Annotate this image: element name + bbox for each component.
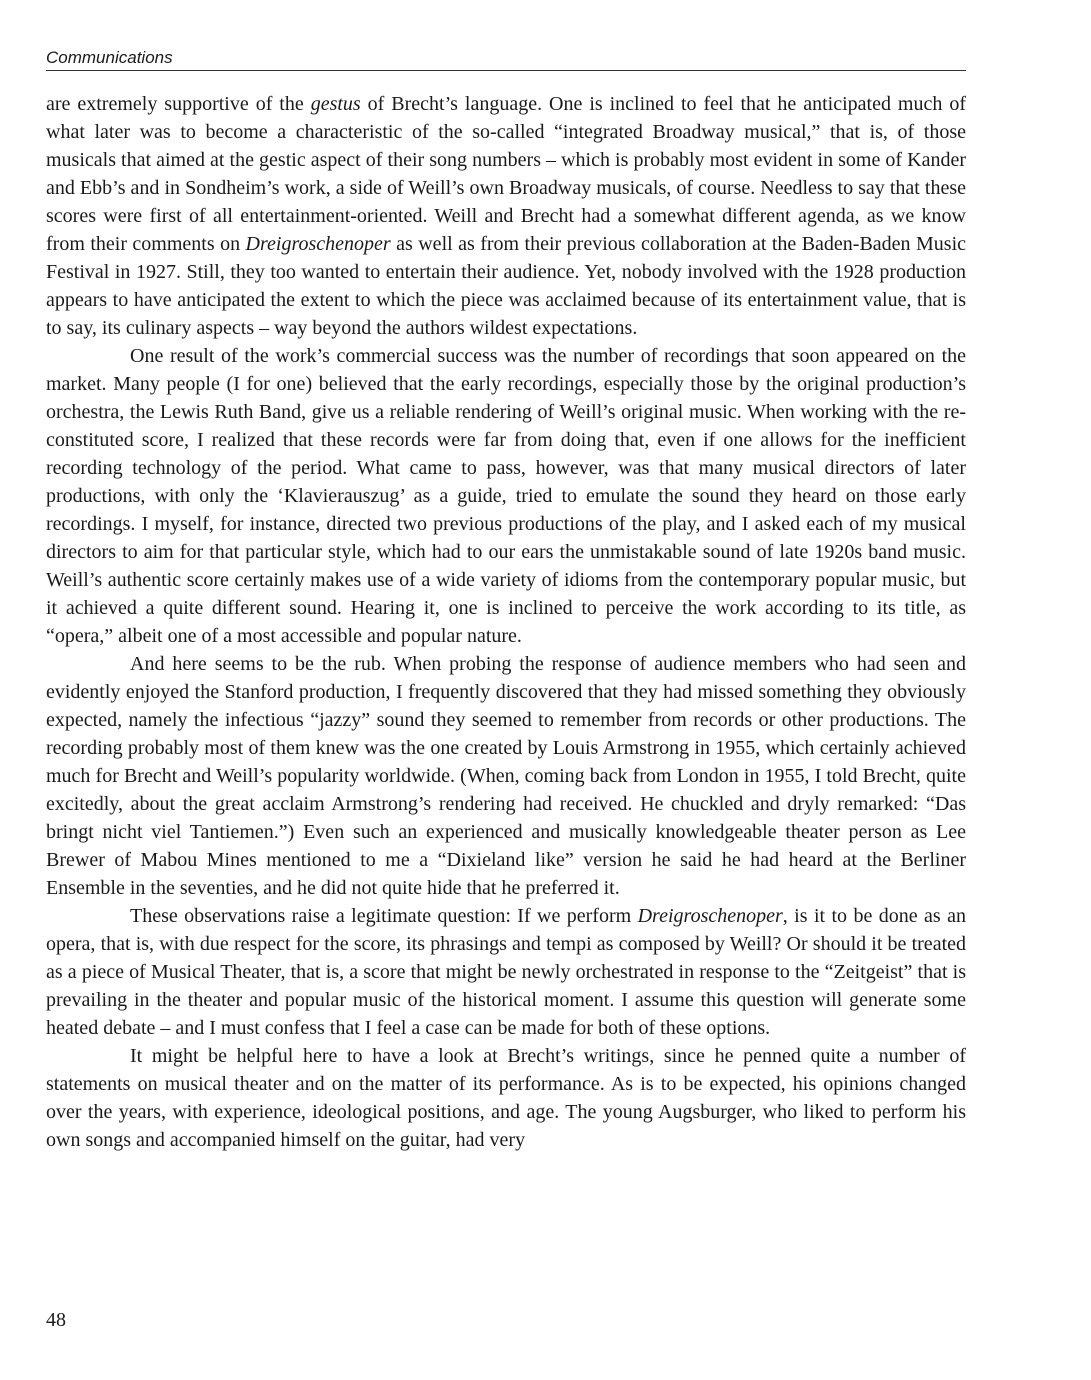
work-title: Dreigroschenoper [245, 233, 391, 255]
paragraph-1-part-c: as well as from their previous collaboration at the Baden-Baden Music Festival in 1927. Still, they too wanted to entertain their audience. Yet, nobody involved with the 1928 production appears to have anticipated the extent to which the piece was acclaimed because of its entertainment value, that is to say, its culinary aspects – way beyond the authors wildest expectations. [46, 233, 967, 339]
article-body [46, 90, 966, 1154]
term-gestus: gestus [310, 93, 361, 115]
paragraph-5: It might be helpful here to have a look at Brecht’s writings, since he penned quite a number of statements on musical theater and on the matter of its performance. As is to be expected, his opinions changed over the years, with experience, ideological positions, and age. The young Augsburger, who liked to perform his own songs and accompanied himself on the guitar, had very [46, 1045, 966, 1151]
page-number: 48 [46, 1309, 66, 1331]
paragraph-4 [46, 902, 966, 1042]
running-header [46, 48, 966, 71]
paragraph-2: One result of the work’s commercial success was the number of recordings that soon appeared on the market. Many people (I for one) believed that the early recordings, especially those by the original production’s orchestra, the Lewis Ruth Band, give us a reliable rendering of Weill’s original music. When working with the re-constituted score, I realized that these records were far from doing that, even if one allows for the inefficient recording technology of the period. What came to pass, however, was that many musical directors of later productions, with only the ‘Klavierauszug’ as a guide, tried to emulate the sound they heard on those early recordings. I myself, for instance, directed two previous productions of the play, and I asked each of my musical directors to aim for that particular style, which had to our ears the unmistakable sound of late 1920s band music. Weill’s authentic score certainly makes use of a wide variety of idioms from the contemporary popular music, but it achieved a quite different sound. Hearing it, one is inclined to perceive the work according to its title, as “opera,” albeit one of a most accessible and popular nature. [46, 345, 966, 647]
running-title: Communications [46, 48, 173, 67]
paragraph-4-part-a: These observations raise a legitimate question: If we perform [130, 905, 638, 927]
paragraph-1-part-b: of Brecht’s language. One is inclined to feel that he anticipated much of what later was to become a characteristic of the so-called “integrated Broadway musical,” that is, of those musicals that aimed at the gestic aspect of their song numbers – which is probably most evident in some of Kander and Ebb’s and in Sondheim’s work, a side of Weill’s own Broadway musicals, of course. Needless to say that these scores were first of all entertainment-oriented. Weill and Brecht had a somewhat different agenda, as we know from their comments on [46, 93, 966, 255]
paragraph-1 [46, 90, 966, 342]
work-title: Dreigroschenoper [637, 905, 783, 927]
paragraph-1-part-a: are extremely supportive of the [46, 93, 311, 115]
paragraph-3: And here seems to be the rub. When probing the response of audience members who had seen and evidently enjoyed the Stanford production, I frequently discovered that they had missed something they obviously expected, namely the infectious “jazzy” sound they seemed to remember from records or other productions. The recording probably most of them knew was the one created by Louis Armstrong in 1955, which certainly achieved much for Brecht and Weill’s popularity worldwide. (When, coming back from London in 1955, I told Brecht, quite excitedly, about the great acclaim Armstrong’s rendering had received. He chuckled and dryly remarked: “Das bringt nicht viel Tantiemen.”) Even such an experienced and musically knowledgeable theater person as Lee Brewer of Mabou Mines mentioned to me a “Dixieland like” version he said he had heard at the Berliner Ensemble in the seventies, and he did not quite hide that he preferred it. [46, 653, 966, 899]
paragraph-4-part-b: , is it to be done as an opera, that is, with due respect for the score, its phrasings and tempi as composed by Weill? Or should it be treated as a piece of Musical Theater, that is, a score that might be newly orchestrated in response to the “Zeitgeist” that is prevailing in the theater and popular music of the historical moment. I assume this question will generate some heated debate – and I must confess that I feel a case can be made for both of these options. [46, 905, 966, 1039]
